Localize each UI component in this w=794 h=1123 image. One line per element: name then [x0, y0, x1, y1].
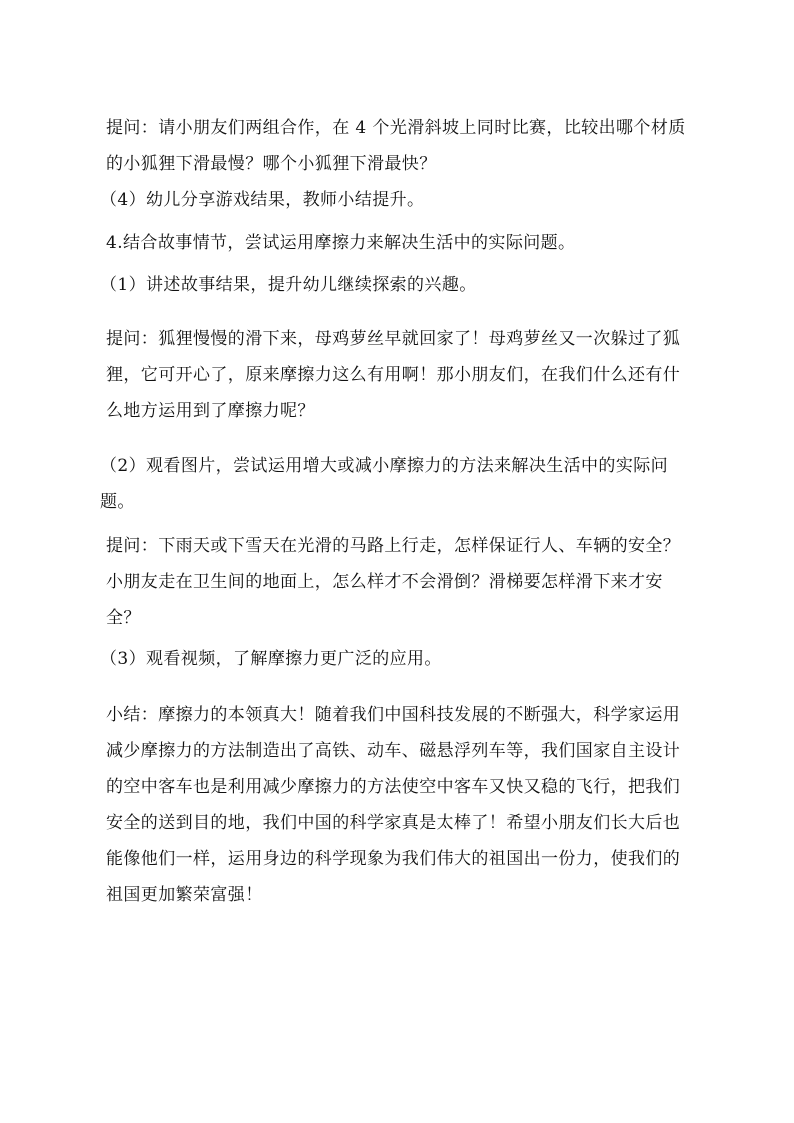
paragraph-question-slope-race: 提问：请小朋友们两组合作，在 4 个光滑斜坡上同时比赛，比较出哪个材质的小狐狸下滑最慢？哪个小狐狸下滑最快？: [106, 118, 686, 174]
paragraph-question-safety: 提问：下雨天或下雪天在光滑的马路上行走，怎样保证行人、车辆的安全？小朋友走在卫生间的地面上，怎么样才不会滑倒？滑梯要怎样滑下来才安全？: [106, 536, 681, 628]
paragraph-step-2-view-pictures: （2）观看图片，尝试运用增大或减小摩擦力的方法来解决生活中的实际问题。: [100, 456, 669, 512]
paragraph-step-3-watch-video: （3）观看视频，了解摩擦力更广泛的应用。: [100, 649, 442, 669]
paragraph-step-4-share-results: （4）幼儿分享游戏结果，教师小结提升。: [100, 190, 425, 210]
section-heading-4: 4.结合故事情节，尝试运用摩擦力来解决生活中的实际问题。: [106, 233, 576, 253]
paragraph-question-fox-slide: 提问：狐狸慢慢的滑下来，母鸡萝丝早就回家了！母鸡萝丝又一次躲过了狐狸，它可开心了，原来摩擦力这么有用啊！那小朋友们，在我们什么还有什么地方运用到了摩擦力呢？: [106, 329, 681, 421]
paragraph-summary: 小结：摩擦力的本领真大！随着我们中国科技发展的不断强大，科学家运用减少摩擦力的方法制造出了高铁、动车、磁悬浮列车等，我们国家自主设计的空中客车也是利用减少摩擦力的方法使空中客车又快又稳的飞行，把我们安全的送到目的地，我们中国的科学家真是太棒了！希望小朋友们长大后也能像他们一样，运用身边的科学现象为我们伟大的祖国出一份力，使我们的祖国更加繁荣富强！: [106, 705, 681, 905]
paragraph-step-1-story-result: （1）讲述故事结果，提升幼儿继续探索的兴趣。: [100, 275, 477, 295]
